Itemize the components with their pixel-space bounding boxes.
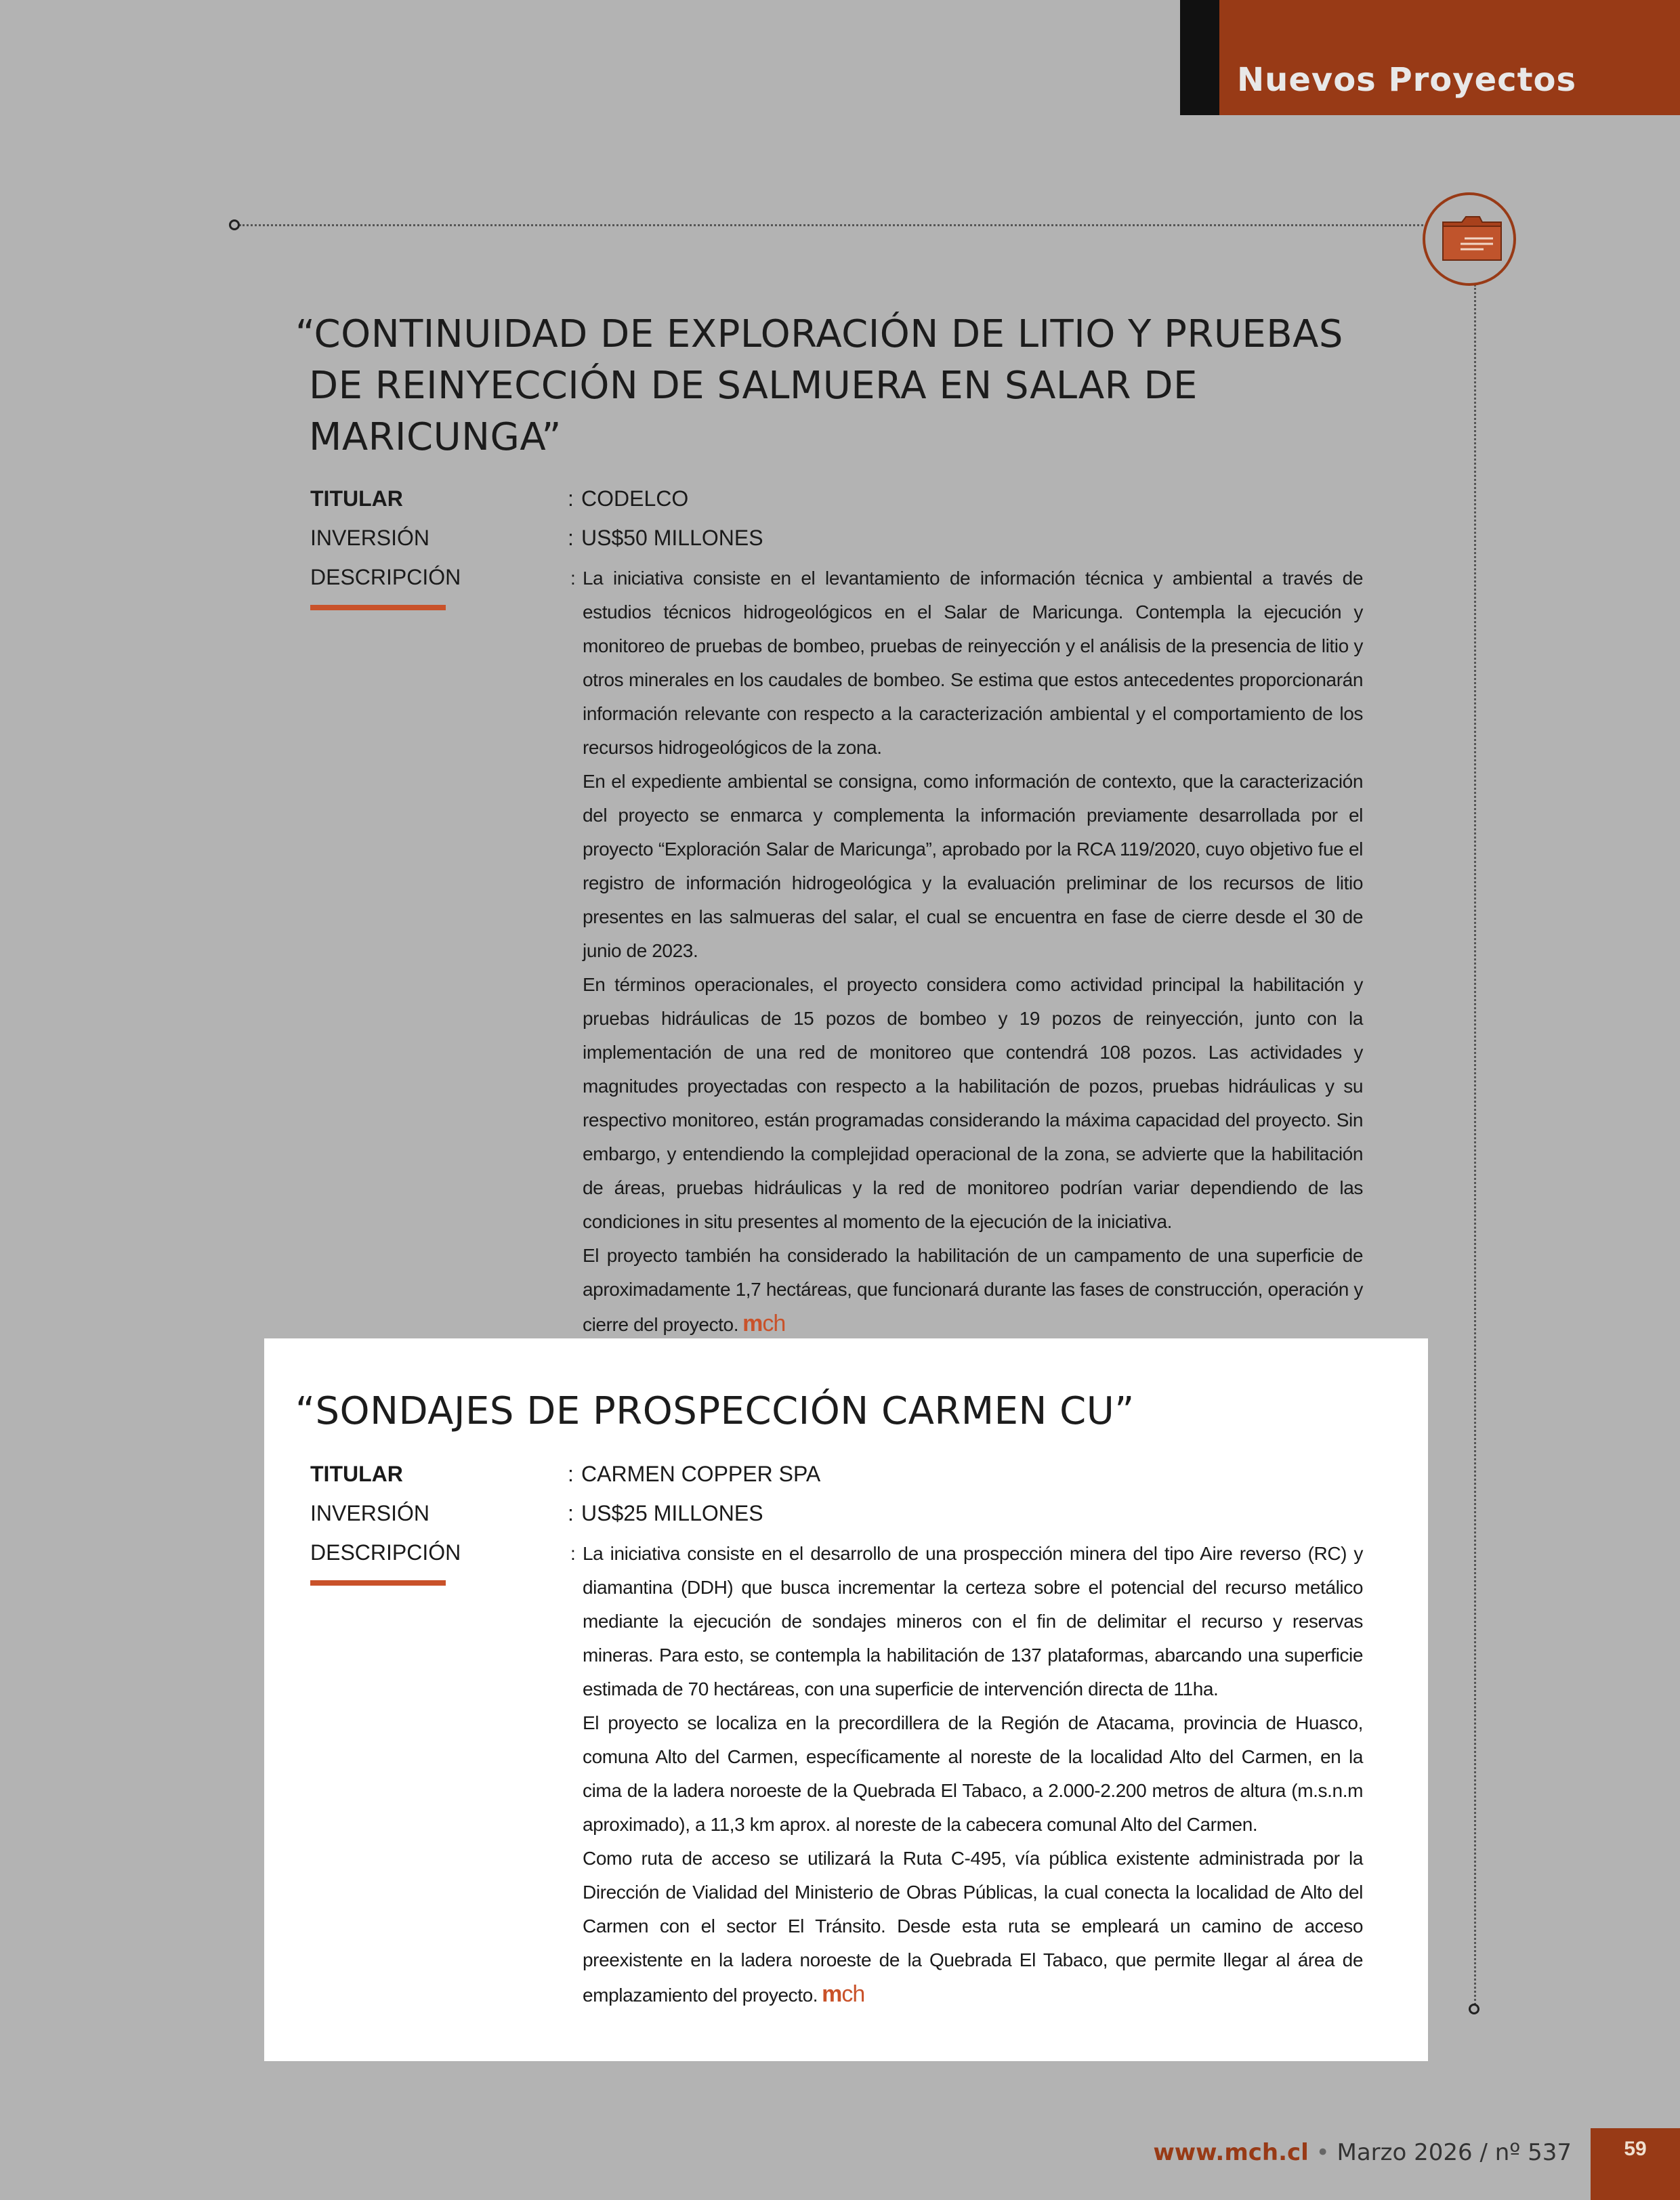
project1-title	[295, 309, 1343, 463]
folder-icon	[1442, 215, 1503, 263]
page-number: 59	[1624, 2138, 1647, 2160]
project1-description	[583, 562, 1363, 1342]
titular-row	[310, 479, 763, 518]
inversion-label: INVERSIÓN	[310, 526, 430, 550]
colon: :	[570, 568, 576, 589]
paragraph: En el expediente ambiental se consigna, como información de contexto, que la caracterización del proyecto se enmarca y complementa la información previamente desarrollada por el proyecto “Exploración Salar de Maricunga”, aprobado por la RCA 119/2020, cuyo objetivo fue el registro de información hidrogeológica y la evaluación preliminar de los recursos de litio presentes en las salmueras del salar, el cual se encuentra en fase de cierre desde el 30 de junio de 2023.	[583, 771, 1363, 961]
titular-label: TITULAR	[310, 486, 403, 511]
footer-separator: •	[1316, 2139, 1337, 2166]
titular-value: CARMEN COPPER SPA	[581, 1462, 821, 1486]
inversion-value: US$25 MILLONES	[581, 1501, 763, 1525]
project1-title-line: DE REINYECCIÓN DE SALMUERA EN SALAR DE	[309, 364, 1198, 408]
dotted-divider-horizontal	[239, 224, 1431, 226]
line-end-marker	[1469, 2004, 1479, 2014]
footer-issue: Marzo 2026 / nº 537	[1337, 2139, 1572, 2166]
paragraph: La iniciativa consiste en el levantamiento de información técnica y ambiental a través de estudios técnicos hidrogeológicos en el Salar de Maricunga. Contempla la ejecución y monitoreo de pruebas de bombeo, pruebas de reinyección y el análisis de la presencia de litio y otros minerales en los caudales de bombeo. Se estima que estos antecedentes proporcionarán información relevante con respecto a la caracterización ambiental y el comportamiento de los recursos hidrogeológicos de la zona.	[583, 568, 1363, 758]
titular-row	[310, 1454, 820, 1494]
label-underline	[310, 605, 446, 610]
colon: :	[568, 526, 574, 550]
header-black-tab	[1180, 0, 1219, 115]
inversion-row	[310, 1494, 820, 1533]
colon: :	[568, 486, 574, 511]
page-number-box	[1591, 2128, 1680, 2200]
inversion-row	[310, 518, 763, 557]
mch-end-mark: mch	[742, 1311, 786, 1336]
paragraph: En términos operacionales, el proyecto considera como actividad principal la habilitación y pruebas hidráulicas de 15 pozos de bombeo y 19 pozos de reinyección, junto con la implementación de una red de monitoreo que contendrá 108 pozos. Las actividades y magnitudes proyectadas con respecto a la habilitación de pozos, pruebas hidráulicas y su respectivo monitoreo, están programadas considerando la máxima capacidad del proyecto. Sin embargo, y entendiendo la complejidad operacional de la zona, se advierte que la habilitación de áreas, pruebas hidráulicas y la red de monitoreo podrían variar dependiendo de las condiciones in situ presentes al momento de la ejecución de la iniciativa.	[583, 974, 1363, 1232]
colon: :	[568, 1462, 574, 1486]
project2-title-line: “SONDAJES DE PROSPECCIÓN CARMEN CU”	[295, 1389, 1135, 1433]
paragraph-text: Como ruta de acceso se utilizará la Ruta C-495, vía pública existente administrada por la Dirección de Vialidad del Ministerio de Obras Públicas, la cual conecta la localidad de Alto del Carmen con el sector El Tránsito. Desde esta ruta se empleará un camino de acceso preexistente en la ladera noroeste de la Quebrada El Tabaco, que permite llegar al área de emplazamiento del proyecto.	[583, 1848, 1363, 2006]
footer-site-link[interactable]: www.mch.cl	[1153, 2139, 1309, 2166]
dotted-divider-vertical	[1474, 284, 1476, 2005]
line-end-marker	[229, 219, 240, 230]
inversion-value: US$50 MILLONES	[581, 526, 763, 550]
project2-title	[295, 1386, 1135, 1437]
inversion-label: INVERSIÓN	[310, 1501, 430, 1525]
titular-value: CODELCO	[581, 486, 689, 511]
colon: :	[570, 1543, 576, 1564]
paragraph	[583, 1239, 1363, 1342]
paragraph	[583, 1842, 1363, 2012]
titular-label: TITULAR	[310, 1462, 403, 1486]
paragraph: El proyecto se localiza en la precordillera de la Región de Atacama, provincia de Huasco, comuna Alto del Carmen, específicamente al noreste de la localidad Alto del Carmen, en la cima de la ladera noroeste de la Quebrada El Tabaco, a 2.000-2.200 metros de altura (m.s.n.m aproximado), a 11,3 km aprox. al noreste de la cabecera comunal Alto del Carmen.	[583, 1712, 1363, 1835]
colon: :	[568, 1501, 574, 1525]
paragraph-text: El proyecto también ha considerado la habilitación de un campamento de una superficie de aproximadamente 1,7 hectáreas, que funcionará durante las fases de construcción, operación y cierre del proyecto.	[583, 1245, 1363, 1335]
mch-end-mark: mch	[822, 1981, 865, 2007]
project1-title-line: MARICUNGA”	[309, 415, 562, 459]
descripcion-label: DESCRIPCIÓN	[310, 565, 461, 589]
project2-description	[583, 1537, 1363, 2012]
project1-title-line: “CONTINUIDAD DE EXPLORACIÓN DE LITIO Y PRUEBAS	[295, 312, 1343, 356]
section-title: Nuevos Proyectos	[1237, 61, 1577, 99]
descripcion-label: DESCRIPCIÓN	[310, 1540, 461, 1565]
folder-badge	[1423, 192, 1516, 286]
label-underline	[310, 1580, 446, 1586]
footer	[1153, 2139, 1572, 2166]
paragraph: La iniciativa consiste en el desarrollo de una prospección minera del tipo Aire reverso (RC) y diamantina (DDH) que busca incrementar la certeza sobre el potencial del recurso metálico mediante la ejecución de sondajes mineros con el fin de delimitar el recurso y reservas mineras. Para esto, se contempla la habilitación de 137 plataformas, abarcando una superficie estimada de 70 hectáreas, con una superficie de intervención directa de 11ha.	[583, 1543, 1363, 1699]
